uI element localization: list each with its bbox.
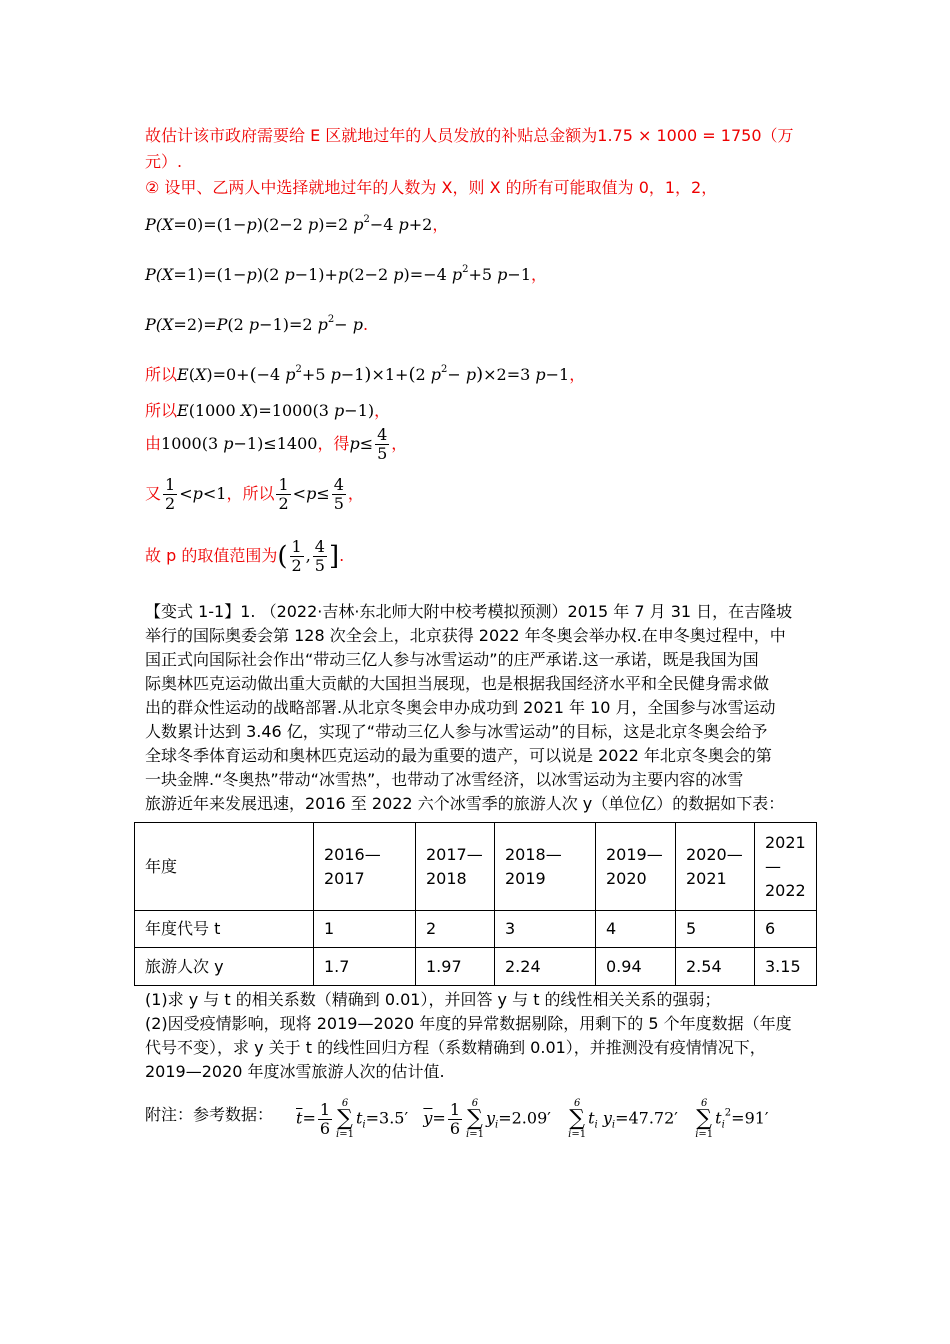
equation-range-result: 故 p 的取值范围为( $\frac{1}{2}$ , $\frac{4}{5}$ ].: [145, 537, 345, 575]
table-row: [135, 911, 817, 948]
problem-line: 【变式 1-1】1. （2022·吉林·东北师大附中校考模拟预测）2015 年 7 月 31 日，在吉隆坡: [145, 602, 793, 621]
equation-px0-visual: P(X=0)=(1−p)(2−2 p)=2 $p^2-4$ p+2，: [145, 214, 449, 234]
solution-line-2: 元）.: [145, 152, 183, 171]
equation-px0: [145, 214, 448, 236]
table-cell: 1.7: [314, 948, 416, 986]
problem-line: 出的群众性运动的战略部署.从北京冬奥会申办成功到 2021 年 10 月，全国参与冰雪运动: [145, 698, 776, 717]
solution-line-1: 故估计该市政府需要给 E 区就地过年的人员发放的补贴总金额为1.75 × 1000 = 1750（万: [145, 126, 794, 145]
table-row-label: 旅游人次 y: [135, 948, 314, 986]
table-header-label: 年度: [135, 823, 314, 911]
problem-line: 全球冬季体育运动和奥林匹克运动的最为重要的遗产，可以说是 2022 年北京冬奥会的第: [145, 746, 772, 765]
problem-line: 举行的国际奥委会第 128 次全会上，北京获得 2022 年冬奥会举办权.在申冬奥过程中，中: [145, 626, 786, 645]
note-formula: $\overline{t}=$ $\frac{1}{6}$ 6 ∑ i=1 $t_i=3.5'$ $\overline{y}=$ $\frac{1}{6}$ 6 ∑ i=1 $y_i=2.09'$ 6 ∑ i=1 $t_i$ $y_i=47.72'$ 6 ∑ i=1 $t_i^2=91'$: [296, 1098, 769, 1140]
questions: [145, 988, 815, 1084]
table-cell: 2.24: [495, 948, 596, 986]
tourism-data-table: [134, 822, 817, 986]
table-cell: 6: [755, 911, 817, 948]
table-cell: 4: [596, 911, 676, 948]
table-year-cell: 2017— 2018: [416, 823, 495, 911]
table-row-label: 年度代号 t: [135, 911, 314, 948]
problem-line: 人数累计达到 3.46 亿，实现了“带动三亿人参与冰雪运动”的目标，这是北京冬奥会给予: [145, 722, 768, 741]
table-cell: 2: [416, 911, 495, 948]
table-year-cell: 2016— 2017: [314, 823, 416, 911]
table-year-cell: 2018— 2019: [495, 823, 596, 911]
table-cell: 3.15: [755, 948, 817, 986]
table-cell: 3: [495, 911, 596, 948]
solution-line-3: ② 设甲、乙两人中选择就地过年的人数为 X，则 X 的所有可能取值为 0，1，2，: [145, 178, 718, 197]
question-line: (2)因受疫情影响，现将 2019—2020 年度的异常数据剔除，用剩下的 5 个年度数据（年度: [145, 1014, 792, 1033]
question-line: 代号不变），求 y 关于 t 的线性回归方程（系数精确到 0.01），并推测没有疫情情况下，: [145, 1038, 766, 1057]
question-line: (1)求 y 与 t 的相关系数（精确到 0.01），并回答 y 与 t 的线性相关关系的强弱；: [145, 990, 721, 1009]
problem-line: 际奥林匹克运动做出重大贡献的大国担当展现，也是根据我国经济水平和全民健身需求做: [145, 674, 770, 693]
table-cell: 0.94: [596, 948, 676, 986]
equation-inequality: 由1000(3 p−1)≤1400，得p≤ $\frac{4}{5}$ ，: [145, 425, 408, 463]
problem-statement: [145, 600, 815, 816]
table-year-cell: 2019— 2020: [596, 823, 676, 911]
question-line: 2019—2020 年度冰雪旅游人次的估计值.: [145, 1062, 445, 1081]
problem-line: 一块金牌.“冬奥热”带动“冰雪热”，也带动了冰雪经济，以冰雪运动为主要内容的冰雪: [145, 770, 744, 789]
table-year-cell: 2020— 2021: [676, 823, 755, 911]
problem-line: 国正式向国际社会作出“带动三亿人参与冰雪运动”的庄严承诺.这一承诺，既是我国为国: [145, 650, 759, 669]
table-year-cell: 2021 — 2022: [755, 823, 817, 911]
note-label: 附注：参考数据：: [145, 1105, 274, 1124]
equation-expectation: 所以E(X)=0+(−4 $p^2+5$ p−1)×1+(2 $p^2- p)\times 2=3$ p−1，: [145, 364, 586, 386]
problem-line: 旅游近年来发展迅速，2016 至 2022 六个冰雪季的旅游人次 y（单位亿）的数据如下表：: [145, 794, 785, 813]
table-cell: 2.54: [676, 948, 755, 986]
table-row: [135, 823, 817, 911]
table-row: [135, 948, 817, 986]
table-cell: 5: [676, 911, 755, 948]
table-cell: 1: [314, 911, 416, 948]
equation-e1000x: 所以E(1000 X)=1000(3 p−1)，: [145, 401, 391, 420]
table-cell: 1.97: [416, 948, 495, 986]
equation-px1: P(X=1)=(1−p)(2 p−1)+p(2−2 p)=−4 $p^2+5$ p−1，: [145, 264, 548, 284]
equation-range-bound: 又 $\frac{1}{2}$ <p<1，所以 $\frac{1}{2}$ <p≤ $\frac{4}{5}$ ，: [145, 475, 364, 513]
equation-px2: P(X=2)=P(2 p−1)=2 $p^2- p$.: [145, 314, 369, 334]
